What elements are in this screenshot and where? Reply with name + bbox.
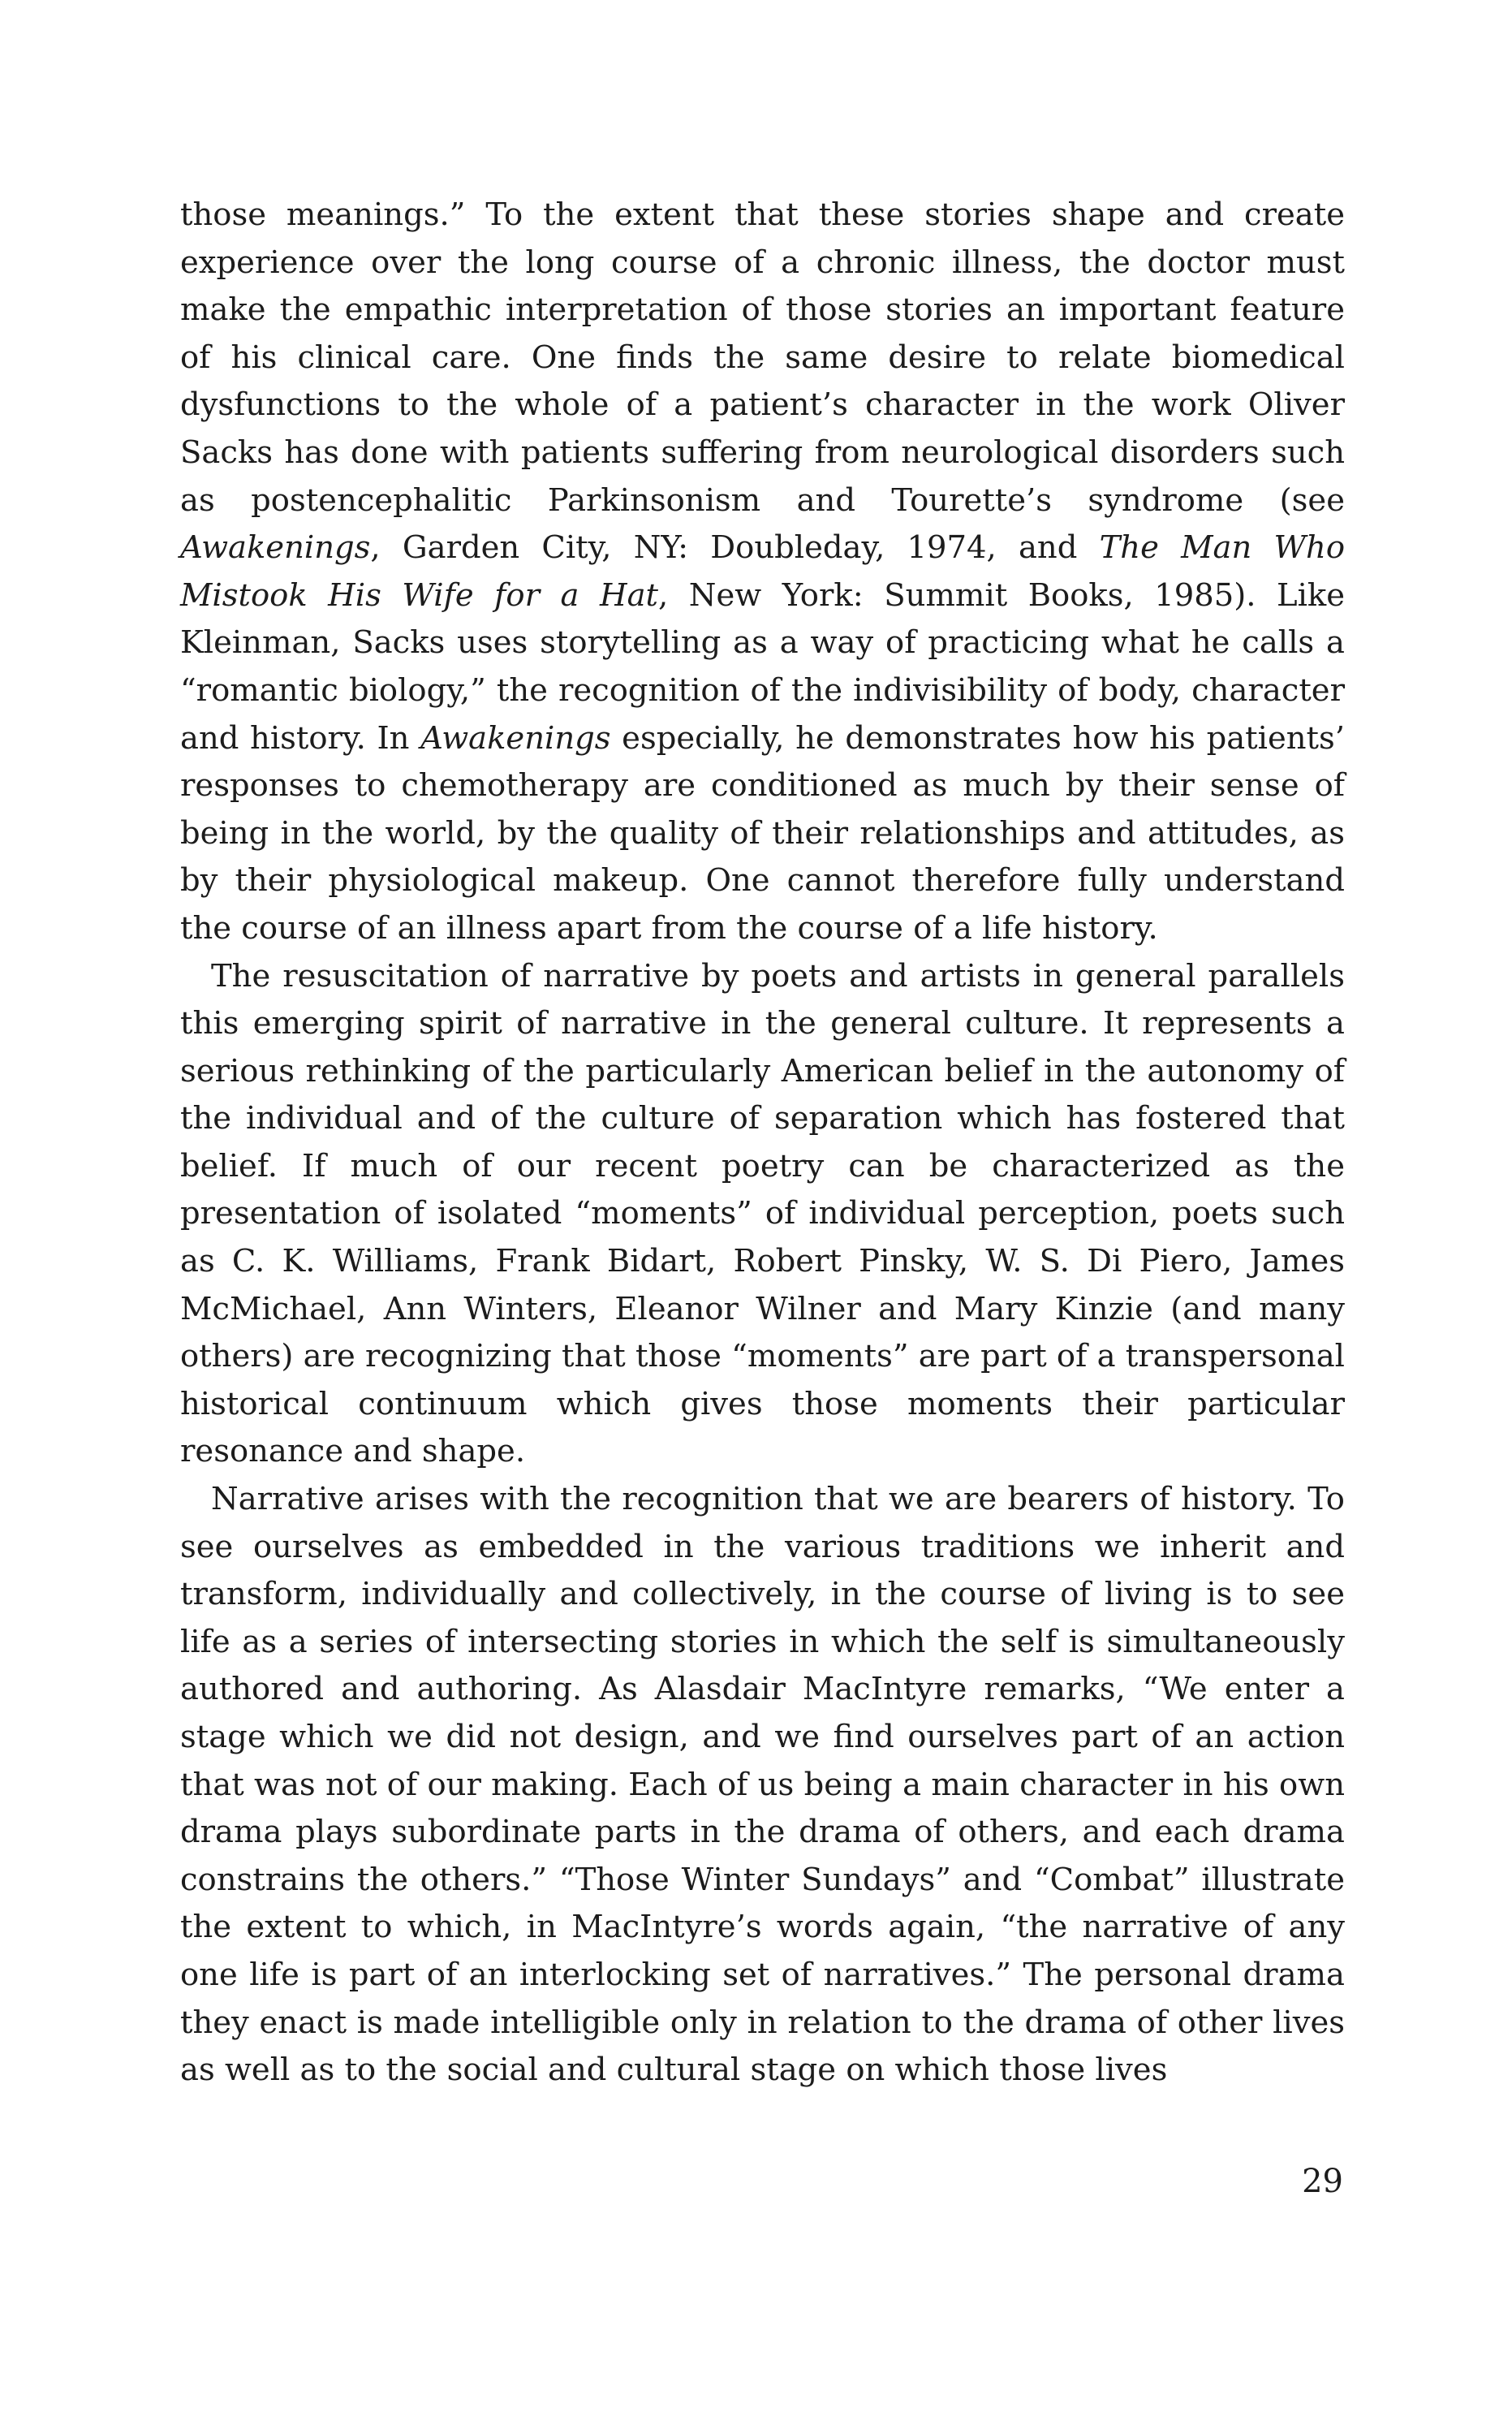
book-title-awakenings: Awakenings xyxy=(180,529,371,567)
paragraph-1-text: , New York: Summit Books, 1985). Like Kleinman, Sacks uses storytelling as a way of practicing what he calls a “romantic biology,” the recognition of the indivisibility of body, character and history. In xyxy=(180,576,1345,757)
book-title-man-who-mistook: The Man Who Mistook His Wife for a Hat xyxy=(180,529,1345,614)
paragraph-1-text: those meanings.” To the extent that these stories shape and create experience over the long course of a chronic illness, the doctor must make the empathic interpretation of those stories an important feature of his clinical care. One finds the same desire to relate biomedical dysfunctions to the whole of a patient’s character in the work Oliver Sacks has done with patients suffering from neurological disorders such as postencephalitic Parkinsonism and Tourette’s syndrome (see xyxy=(180,196,1345,519)
book-title-awakenings: Awakenings xyxy=(420,719,611,757)
paragraph-1-text: especially, he demonstrates how his patients’ responses to chemotherapy are conditioned as much by their sense of being in the world, by the quality of their relationships and attitudes, as by their physiological makeup. One cannot therefore fully understand the course of an illness apart from the course of a life history. xyxy=(180,719,1345,947)
paragraph-2 xyxy=(180,953,1345,1477)
paragraph-2-text: The resuscitation of narrative by poets and artists in general parallels this emerging spirit of narrative in the general culture. It represents a serious rethinking of the particularly American belief in the autonomy of the individual and of the culture of separation which has fostered that belief. If much of our recent poetry can be characterized as the presentation of isolated “moments” of individual perception, poets such as C. K. Williams, Frank Bidart, Robert Pinsky, W. S. Di Piero, James McMichael, Ann Winters, Eleanor Wilner and Mary Kinzie (and many others) are recognizing that those “moments” are part of a transpersonal historical continuum which gives those moments their particular resonance and shape. xyxy=(180,957,1345,1470)
page-number: 29 xyxy=(1302,2163,1343,2200)
paragraph-1-text: , Garden City, NY: Doubleday, 1974, and xyxy=(370,529,1100,567)
paragraph-3-text: Narrative arises with the recognition that we are bearers of history. To see ourselves as embedded in the various traditions we inherit and transform, individually and collectively, in the course of living is to see life as a series of intersecting stories in which the self is simultaneously authored and authoring. As Alasdair MacIntyre remarks, “We enter a stage which we did not design, and we find ourselves part of an action that was not of our making. Each of us being a main character in his own drama plays subordinate parts in the drama of others, and each drama constrains the others.” “Those Winter Sundays” and “Combat” illustrate the extent to which, in MacIntyre’s words again, “the narrative of any one life is part of an interlocking set of narratives.” The personal drama they enact is made intelligible only in relation to the drama of other lives as well as to the social and cultural stage on which those lives xyxy=(180,1481,1345,2089)
paragraph-1 xyxy=(180,192,1345,953)
paragraph-3 xyxy=(180,1476,1345,2095)
body-text xyxy=(180,192,1345,2095)
